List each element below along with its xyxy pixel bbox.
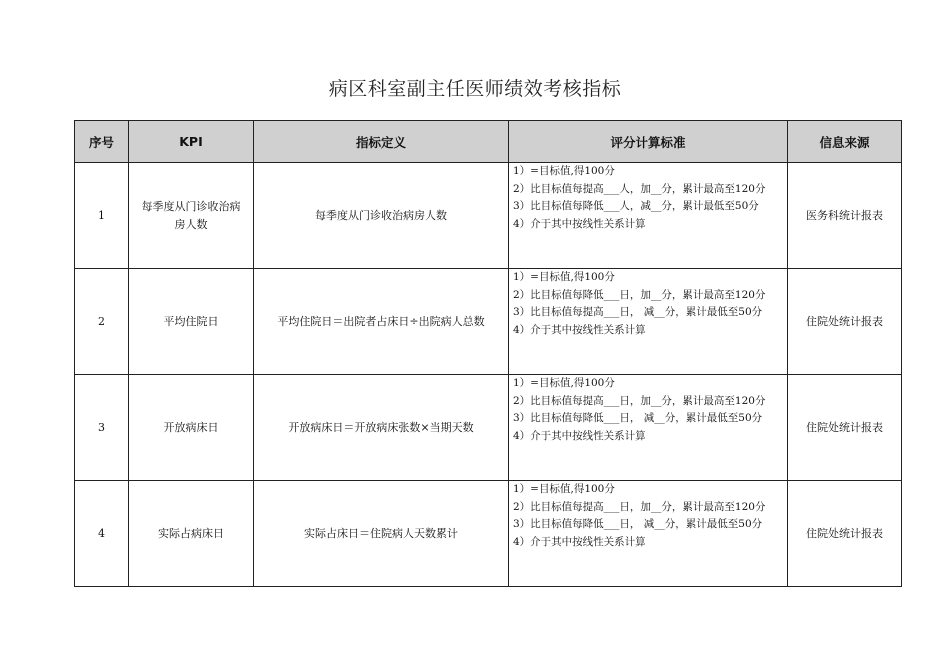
criteria-line: 4）介于其中按线性关系计算: [513, 324, 646, 337]
header-seq: 序号: [75, 121, 129, 163]
cell-kpi: 每季度从门诊收治病房人数: [129, 163, 254, 269]
cell-kpi: 实际占病床日: [129, 481, 254, 587]
cell-seq: 2: [75, 269, 129, 375]
criteria-line: 2）比目标值每降低___日，加__分，累计最高至120分: [513, 288, 766, 301]
cell-seq: 4: [75, 481, 129, 587]
cell-source: 住院处统计报表: [788, 375, 902, 481]
cell-source: 住院处统计报表: [788, 269, 902, 375]
table-row: [75, 481, 902, 587]
criteria-line: 4）介于其中按线性关系计算: [513, 218, 646, 231]
criteria-line: 2）比目标值每提高___人，加__分，累计最高至120分: [513, 182, 766, 195]
table-body: [75, 163, 902, 587]
criteria-line: 4）介于其中按线性关系计算: [513, 536, 646, 549]
header-source: 信息来源: [788, 121, 902, 163]
header-definition: 指标定义: [254, 121, 509, 163]
table-header: [75, 121, 902, 163]
criteria-line: 3）比目标值每降低___日， 减__分，累计最低至50分: [513, 412, 763, 425]
kpi-table: [74, 120, 902, 587]
cell-criteria: [509, 163, 788, 269]
criteria-line: 3）比目标值每降低___日， 减__分，累计最低至50分: [513, 518, 763, 531]
cell-source: 住院处统计报表: [788, 481, 902, 587]
cell-source: 医务科统计报表: [788, 163, 902, 269]
criteria-line: 2）比目标值每提高___日，加__分，累计最高至120分: [513, 500, 766, 513]
cell-definition: 平均住院日＝出院者占床日÷出院病人总数: [254, 269, 509, 375]
table-row: [75, 269, 902, 375]
table-row: [75, 375, 902, 481]
criteria-line: 1）=目标值,得100分: [513, 483, 615, 495]
cell-definition: 开放病床日＝开放病床张数×当期天数: [254, 375, 509, 481]
criteria-line: 3）比目标值每提高___日， 减__分，累计最低至50分: [513, 306, 763, 319]
criteria-line: 1）=目标值,得100分: [513, 165, 615, 177]
cell-criteria: [509, 269, 788, 375]
cell-definition: 每季度从门诊收治病房人数: [254, 163, 509, 269]
cell-criteria: [509, 375, 788, 481]
header-criteria: 评分计算标准: [509, 121, 788, 163]
cell-criteria: [509, 481, 788, 587]
header-row: [75, 121, 902, 163]
criteria-line: 1）=目标值,得100分: [513, 271, 615, 283]
criteria-line: 3）比目标值每降低___人，减__分，累计最低至50分: [513, 200, 759, 213]
criteria-line: 4）介于其中按线性关系计算: [513, 430, 646, 443]
cell-seq: 1: [75, 163, 129, 269]
criteria-line: 1）=目标值,得100分: [513, 377, 615, 389]
page-title: 病区科室副主任医师绩效考核指标: [328, 78, 622, 100]
header-kpi: KPI: [129, 121, 254, 163]
cell-kpi: 开放病床日: [129, 375, 254, 481]
criteria-line: 2）比目标值每提高___日，加__分，累计最高至120分: [513, 394, 766, 407]
cell-seq: 3: [75, 375, 129, 481]
cell-definition: 实际占床日＝住院病人天数累计: [254, 481, 509, 587]
table-row: [75, 163, 902, 269]
cell-kpi: 平均住院日: [129, 269, 254, 375]
